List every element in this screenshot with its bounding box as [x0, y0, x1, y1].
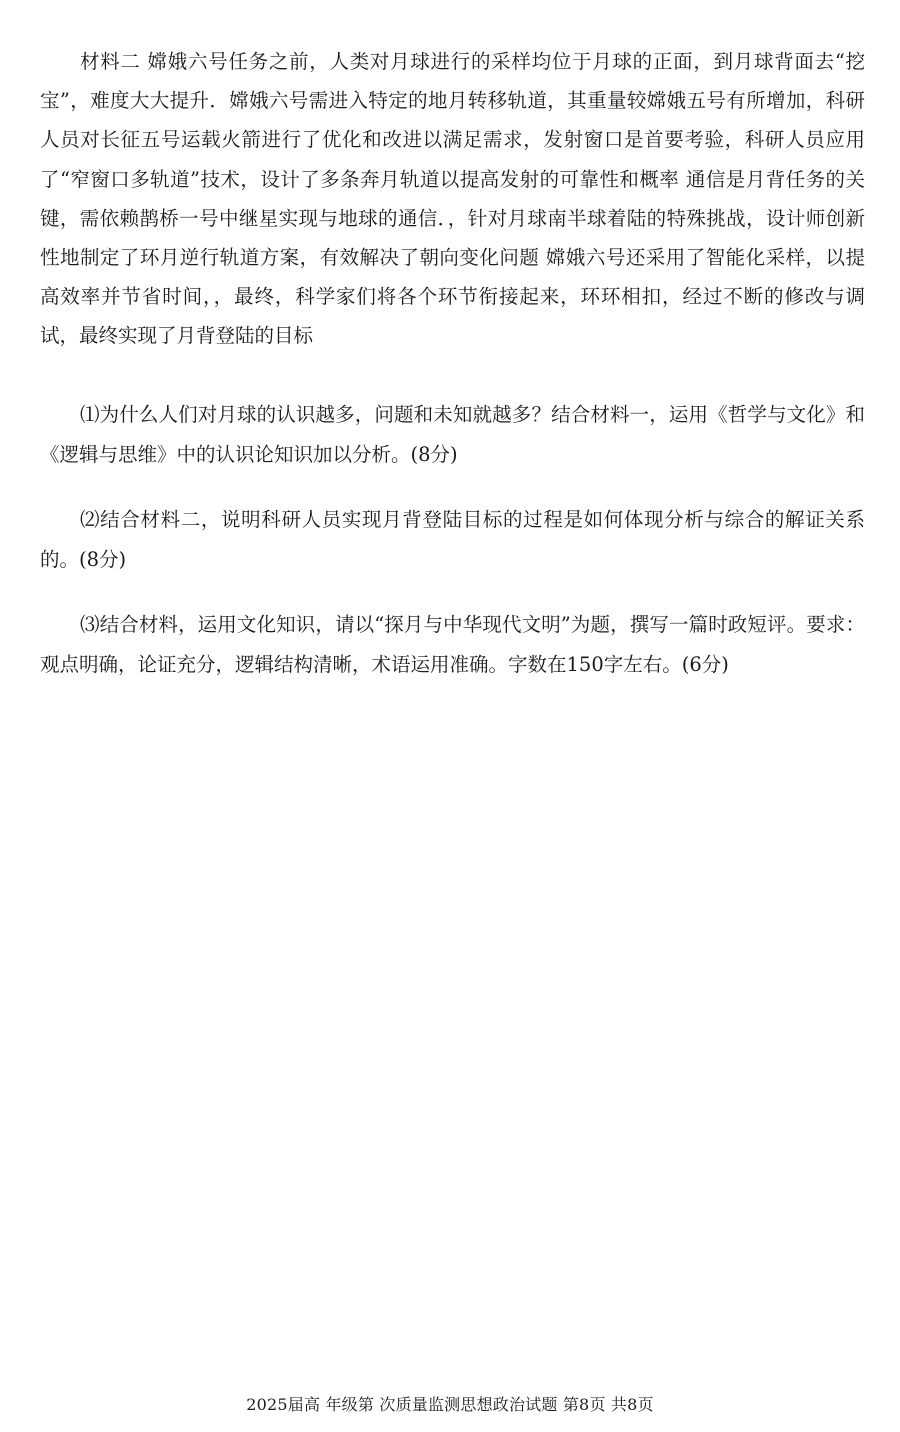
question-1: ⑴为什么人们对月球的认识越多，问题和未知就越多？结合材料一，运用《哲学与文化》和《逻辑与思维》中的认识论知识加以分析。(8分)	[40, 403, 865, 466]
question-3: ⑶结合材料，运用文化知识，请以“探月与中华现代文明”为题，撰写一篇时政短评。要求：观点明确，论证充分，逻辑结构清晰，术语运用准确。字数在150字左右。(6分)	[40, 613, 865, 676]
question-2: ⑵结合材料二，说明科研人员实现月背登陆目标的过程是如何体现分析与综合的解证关系的。(8分)	[40, 508, 865, 571]
page-footer: 2025届高 年级第 次质量监测思想政治试题 第8页 共8页	[246, 1395, 654, 1414]
material-two-paragraph: 材料二 嫦娥六号任务之前，人类对月球进行的采样均位于月球的正面，到月球背面去“挖宝”，难度大大提升．嫦娥六号需进入特定的地月转移轨道，其重量较嫦娥五号有所增加，科研人员对长征五号运载火箭进行了优化和改进以满足需求，发射窗口是首要考验，科研人员应用了“窄窗口多轨道”技术，设计了多条奔月轨道以提高发射的可靠性和概率 通信是月背任务的关键，需依赖鹊桥一号中继星实现与地球的通信．，针对月球南半球着陆的特殊挑战，设计师创新性地制定了环月逆行轨道方案，有效解决了朝向变化问题 嫦娥六号还采用了智能化采样，以提高效率并节省时间，，最终，科学家们将各个环节衔接起来，环环相扣，经过不断的修改与调试，最终实现了月背登陆的目标	[40, 50, 865, 348]
